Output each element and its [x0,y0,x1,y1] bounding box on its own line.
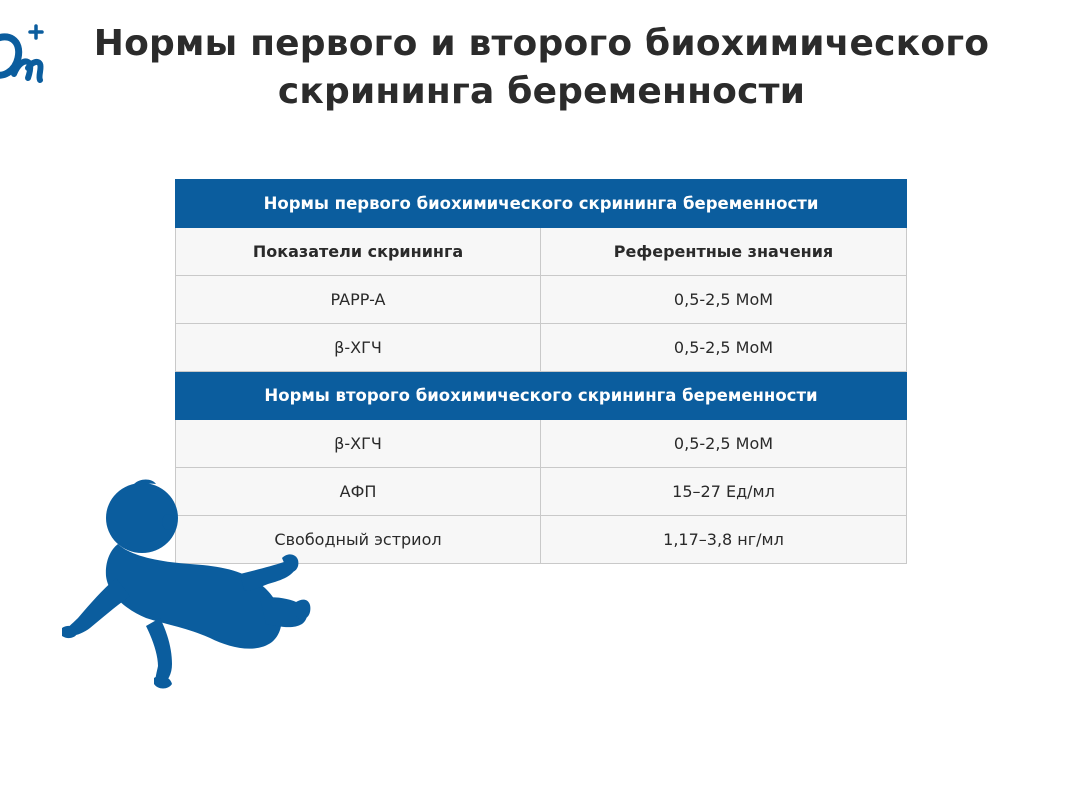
indicator-cell: PAPP-A [176,276,541,324]
reference-value-cell: 1,17–3,8 нг/мл [541,516,907,564]
table-row [176,420,907,468]
brand-logo-icon [0,18,48,88]
page-title-line-2: скрининга беременности [277,71,806,112]
indicator-cell: АФП [176,468,541,516]
page-title [70,20,1013,116]
first-screening-section-header [176,180,907,228]
table-column-header-row [176,228,907,276]
table-row [176,324,907,372]
indicator-cell: Свободный эстриол [176,516,541,564]
second-screening-section-header [176,372,907,420]
second-screening-section-title: Нормы второго биохимического скрининга беременности [176,372,907,420]
column-header-reference: Референтные значения [541,228,907,276]
page-title-line-1: Нормы первого и второго биохимического [93,23,990,64]
table-row [176,276,907,324]
indicator-cell: β-ХГЧ [176,324,541,372]
reference-value-cell: 0,5-2,5 МоМ [541,420,907,468]
first-screening-section-title: Нормы первого биохимического скрининга беременности [176,180,907,228]
reference-value-cell: 0,5-2,5 МоМ [541,324,907,372]
indicator-cell: β-ХГЧ [176,420,541,468]
reference-value-cell: 0,5-2,5 МоМ [541,276,907,324]
reference-value-cell: 15–27 Ед/мл [541,468,907,516]
crawling-baby-icon [60,478,315,690]
column-header-indicator: Показатели скрининга [176,228,541,276]
